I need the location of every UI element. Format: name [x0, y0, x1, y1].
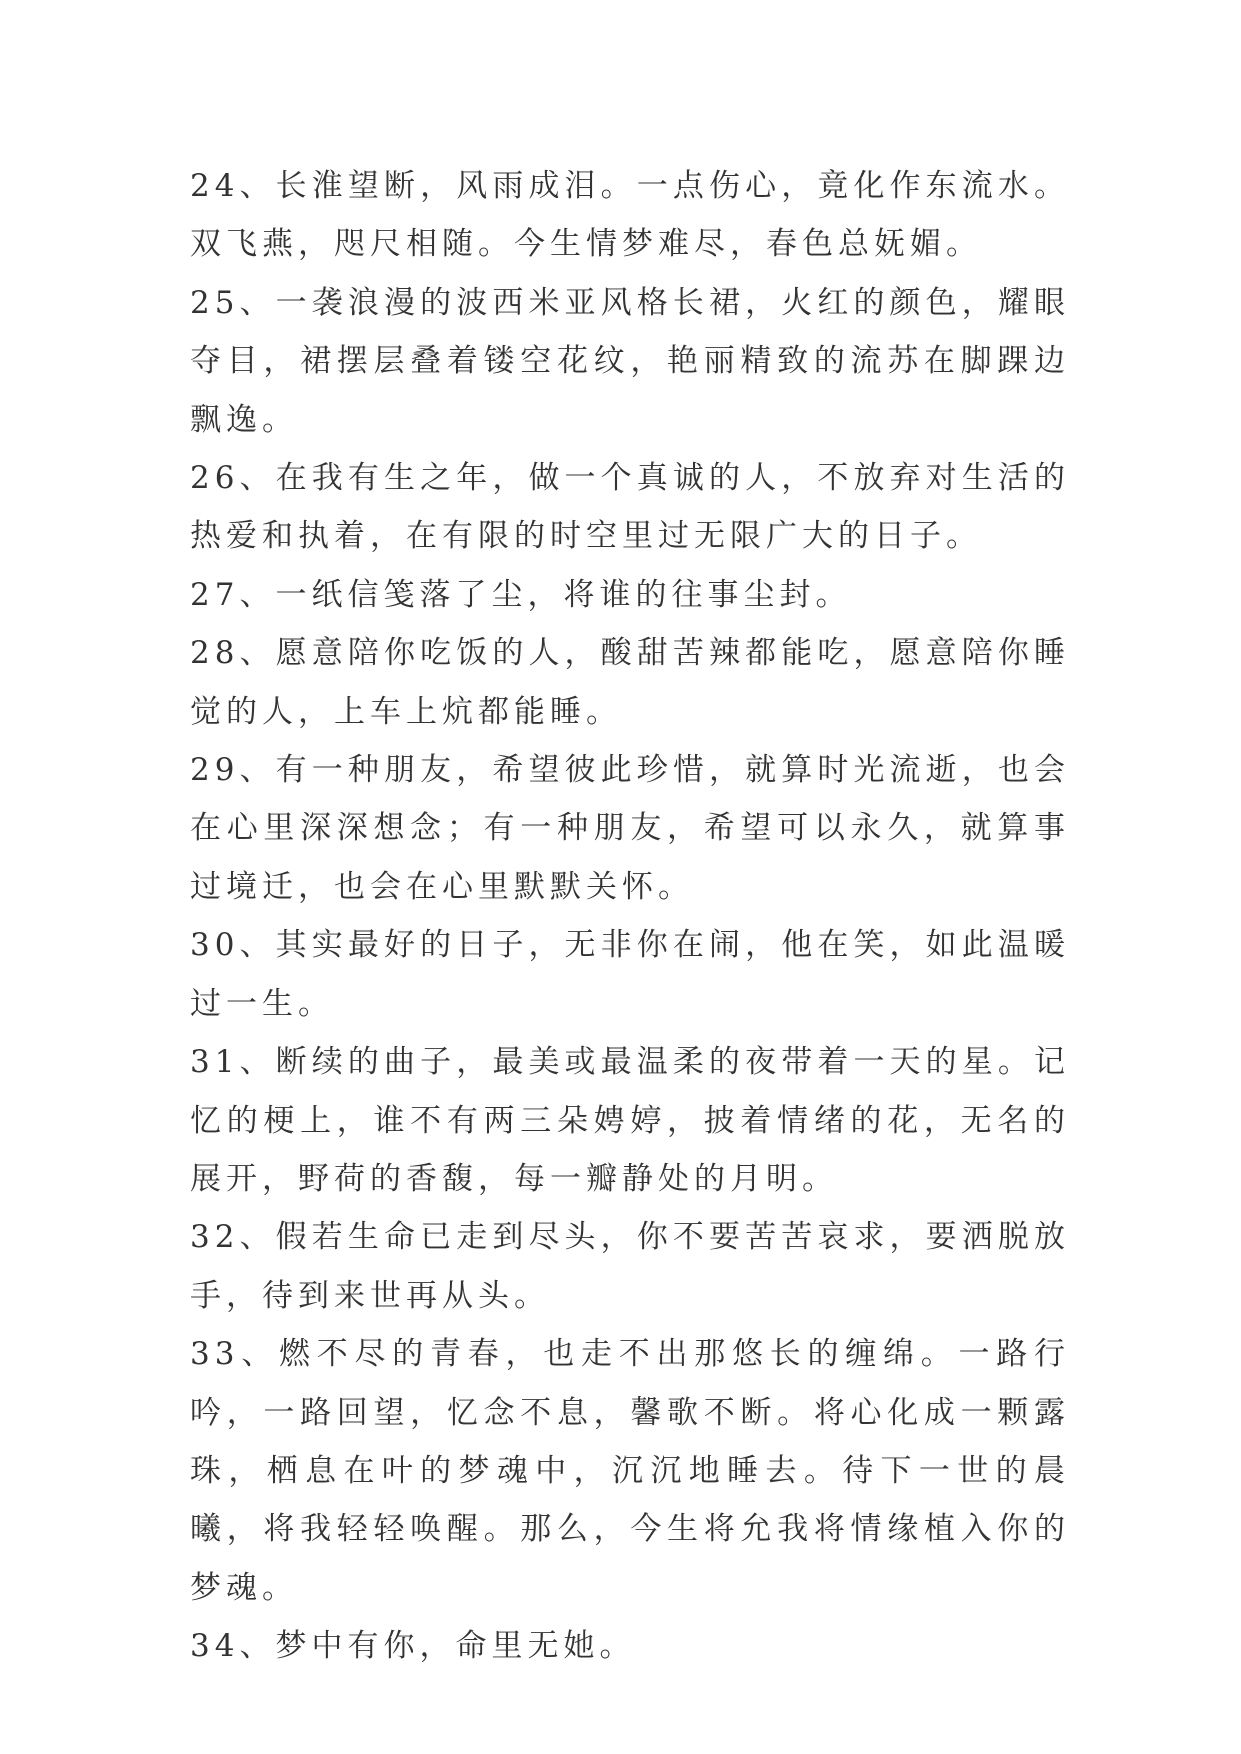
paragraph-24: 24、长淮望断，风雨成泪。一点伤心，竟化作东流水。双飞燕，咫尺相随。今生情梦难尽，春色总妩媚。	[190, 168, 1070, 263]
paragraph-29: 29、有一种朋友，希望彼此珍惜，就算时光流逝，也会在心里深深想念；有一种朋友，希望可以永久，就算事过境迁，也会在心里默默关怀。	[190, 752, 1070, 905]
paragraph-28: 28、愿意陪你吃饭的人，酸甜苦辣都能吃，愿意陪你睡觉的人，上车上炕都能睡。	[190, 635, 1070, 730]
paragraph-27: 27、一纸信笺落了尘，将谁的往事尘封。	[190, 576, 852, 613]
document-body	[190, 157, 1070, 1676]
paragraph-31: 31、断续的曲子，最美或最温柔的夜带着一天的星。记忆的梗上，谁不有两三朵娉婷，披着情绪的花，无名的展开，野荷的香馥，每一瓣静处的月明。	[190, 1044, 1070, 1197]
paragraph-26: 26、在我有生之年，做一个真诚的人，不放弃对生活的热爱和执着，在有限的时空里过无限广大的日子。	[190, 460, 1070, 555]
paragraph-33: 33、燃不尽的青春，也走不出那悠长的缠绵。一路行吟，一路回望，忆念不息，馨歌不断。将心化成一颗露珠，栖息在叶的梦魂中，沉沉地睡去。待下一世的晨曦，将我轻轻唤醒。那么，今生将允我将情缘植入你的梦魂。	[190, 1336, 1070, 1606]
paragraph-30: 30、其实最好的日子，无非你在闹，他在笑，如此温暖过一生。	[190, 927, 1070, 1022]
paragraph-25: 25、一袭浪漫的波西米亚风格长裙，火红的颜色，耀眼夺目，裙摆层叠着镂空花纹，艳丽精致的流苏在脚踝边飘逸。	[190, 284, 1070, 438]
paragraph-32: 32、假若生命已走到尽头，你不要苦苦哀求，要洒脱放手，待到来世再从头。	[190, 1219, 1070, 1314]
paragraph-34: 34、梦中有你，命里无她。	[190, 1628, 636, 1665]
